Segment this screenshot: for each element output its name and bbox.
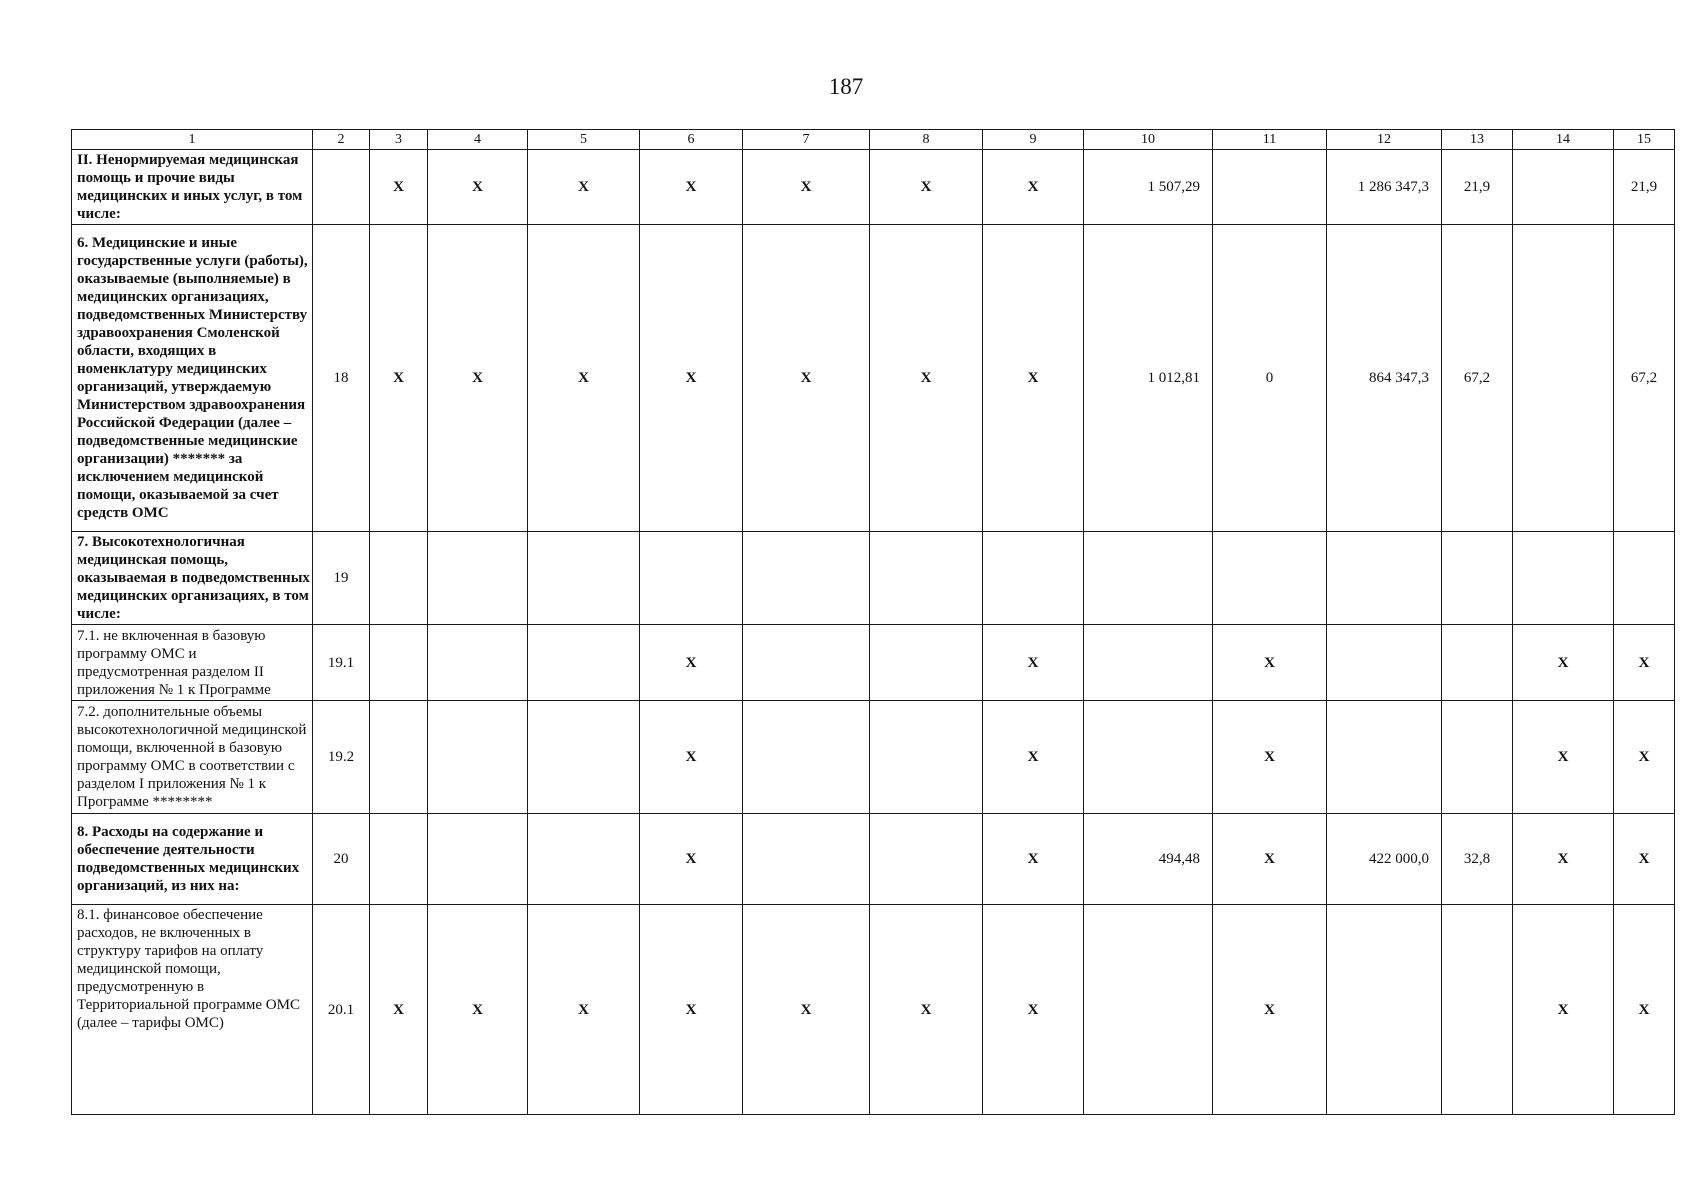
table-row: [72, 905, 1675, 1115]
table-cell: [743, 625, 870, 701]
table-cell: X: [743, 905, 870, 1115]
table-cell: [528, 701, 640, 814]
row-code: [313, 150, 370, 225]
table-row: [72, 532, 1675, 625]
table-cell: [1084, 701, 1213, 814]
table-cell: [983, 532, 1084, 625]
row-code: 20: [313, 814, 370, 905]
table-cell: X: [1213, 905, 1327, 1115]
table-cell: X: [1614, 905, 1675, 1115]
row-label: 8.1. финансовое обеспечение расходов, не включенных в структуру тарифов на оплату медицинской помощи, предусмотренную в Территориальной программе ОМС (далее – тарифы ОМС): [72, 905, 313, 1115]
table-cell: [870, 532, 983, 625]
table-cell: [1084, 625, 1213, 701]
column-number: 14: [1513, 130, 1614, 150]
row-label: 7.2. дополнительные объемы высокотехнологичной медицинской помощи, включенной в базовую программу ОМС в соответствии с разделом I приложения № 1 к Программе ********: [72, 701, 313, 814]
column-number: 3: [370, 130, 428, 150]
table-row: [72, 625, 1675, 701]
table-cell: [1084, 905, 1213, 1115]
column-number: 2: [313, 130, 370, 150]
table-cell: [370, 814, 428, 905]
row-code: 20.1: [313, 905, 370, 1115]
table-cell: X: [1513, 701, 1614, 814]
row-label: 7.1. не включенная в базовую программу ОМС и предусмотренная разделом II приложения № 1 к Программе: [72, 625, 313, 701]
table-cell: [1513, 532, 1614, 625]
column-number: 11: [1213, 130, 1327, 150]
column-number: 13: [1442, 130, 1513, 150]
column-number: 8: [870, 130, 983, 150]
table-cell: X: [1213, 701, 1327, 814]
table-cell: X: [370, 150, 428, 225]
table-cell: [1442, 905, 1513, 1115]
table-cell: [428, 532, 528, 625]
table-cell: 864 347,3: [1327, 225, 1442, 532]
row-code: 19.1: [313, 625, 370, 701]
table-cell: 67,2: [1614, 225, 1675, 532]
table-cell: [428, 625, 528, 701]
column-number: 5: [528, 130, 640, 150]
column-number: 7: [743, 130, 870, 150]
column-number-row: [72, 130, 1675, 150]
table-cell: X: [640, 150, 743, 225]
table-cell: [870, 701, 983, 814]
row-label: 8. Расходы на содержание и обеспечение деятельности подведомственных медицинских организаций, из них на:: [72, 814, 313, 905]
table-cell: X: [983, 701, 1084, 814]
row-code: 19: [313, 532, 370, 625]
row-label: 7. Высокотехнологичная медицинская помощь, оказываемая в подведомственных медицинских организациях, в том числе:: [72, 532, 313, 625]
table-cell: X: [1614, 814, 1675, 905]
table-cell: [428, 814, 528, 905]
table-cell: X: [983, 225, 1084, 532]
table-cell: X: [640, 701, 743, 814]
table-cell: 1 507,29: [1084, 150, 1213, 225]
table-cell: X: [1513, 625, 1614, 701]
table-cell: [640, 532, 743, 625]
table-cell: 494,48: [1084, 814, 1213, 905]
table-cell: X: [1614, 701, 1675, 814]
table-row: [72, 150, 1675, 225]
table-row: [72, 225, 1675, 532]
table-cell: [1213, 150, 1327, 225]
table-cell: 1 286 347,3: [1327, 150, 1442, 225]
table-cell: X: [370, 905, 428, 1115]
table-cell: 422 000,0: [1327, 814, 1442, 905]
table-cell: [1084, 532, 1213, 625]
table-cell: [528, 814, 640, 905]
table-cell: X: [428, 905, 528, 1115]
row-code: 18: [313, 225, 370, 532]
table-cell: X: [370, 225, 428, 532]
table-cell: [1327, 625, 1442, 701]
table-cell: 1 012,81: [1084, 225, 1213, 532]
row-code: 19.2: [313, 701, 370, 814]
column-number: 12: [1327, 130, 1442, 150]
table-cell: X: [1213, 625, 1327, 701]
table-cell: [370, 701, 428, 814]
table-cell: X: [870, 905, 983, 1115]
table-cell: 21,9: [1614, 150, 1675, 225]
table-cell: X: [1513, 905, 1614, 1115]
table-cell: [1327, 701, 1442, 814]
table-cell: [1513, 150, 1614, 225]
table-cell: [1327, 532, 1442, 625]
table-cell: [1213, 532, 1327, 625]
table-cell: X: [983, 814, 1084, 905]
table-cell: 67,2: [1442, 225, 1513, 532]
table-cell: X: [640, 625, 743, 701]
page-number: 187: [828, 74, 864, 99]
table-cell: [1327, 905, 1442, 1115]
table-cell: [1442, 625, 1513, 701]
column-number: 1: [72, 130, 313, 150]
column-number: 9: [983, 130, 1084, 150]
table-cell: X: [743, 150, 870, 225]
table-cell: X: [528, 905, 640, 1115]
data-table: [71, 129, 1675, 1115]
table-cell: 32,8: [1442, 814, 1513, 905]
table-cell: X: [743, 225, 870, 532]
table-cell: X: [983, 625, 1084, 701]
table-cell: X: [640, 905, 743, 1115]
table-cell: 0: [1213, 225, 1327, 532]
table-cell: X: [428, 225, 528, 532]
table-cell: X: [983, 905, 1084, 1115]
table-cell: X: [1213, 814, 1327, 905]
table-cell: [1614, 532, 1675, 625]
table-cell: 21,9: [1442, 150, 1513, 225]
table-cell: [1442, 701, 1513, 814]
table-cell: [428, 701, 528, 814]
table-cell: [743, 701, 870, 814]
table-cell: X: [528, 225, 640, 532]
table-row: [72, 701, 1675, 814]
table-cell: X: [1614, 625, 1675, 701]
table-cell: [743, 532, 870, 625]
table-cell: [743, 814, 870, 905]
table-cell: [370, 625, 428, 701]
column-number: 4: [428, 130, 528, 150]
table-cell: X: [870, 225, 983, 532]
table-cell: X: [528, 150, 640, 225]
table-cell: [528, 532, 640, 625]
column-number: 15: [1614, 130, 1675, 150]
table-cell: [528, 625, 640, 701]
table-cell: [1513, 225, 1614, 532]
row-label: 6. Медицинские и иные государственные услуги (работы), оказываемые (выполняемые) в медицинских организациях, подведомственных Министерству здравоохранения Смоленской области, входящих в номенклатуру медицинских организаций, утверждаемую Министерством здравоохранения Российской Федерации (далее – подведомственные медицинские организации) ******* за исключением медицинской помощи, оказываемой за счет средств ОМС: [72, 225, 313, 532]
table-cell: [870, 625, 983, 701]
table-cell: [870, 814, 983, 905]
table-cell: X: [640, 225, 743, 532]
table-cell: X: [428, 150, 528, 225]
table-cell: [370, 532, 428, 625]
table-cell: X: [983, 150, 1084, 225]
column-number: 6: [640, 130, 743, 150]
row-label: II. Ненормируемая медицинская помощь и прочие виды медицинских и иных услуг, в том числе:: [72, 150, 313, 225]
table-cell: X: [640, 814, 743, 905]
table-cell: [1442, 532, 1513, 625]
table-cell: X: [870, 150, 983, 225]
table-row: [72, 814, 1675, 905]
column-number: 10: [1084, 130, 1213, 150]
table-cell: X: [1513, 814, 1614, 905]
